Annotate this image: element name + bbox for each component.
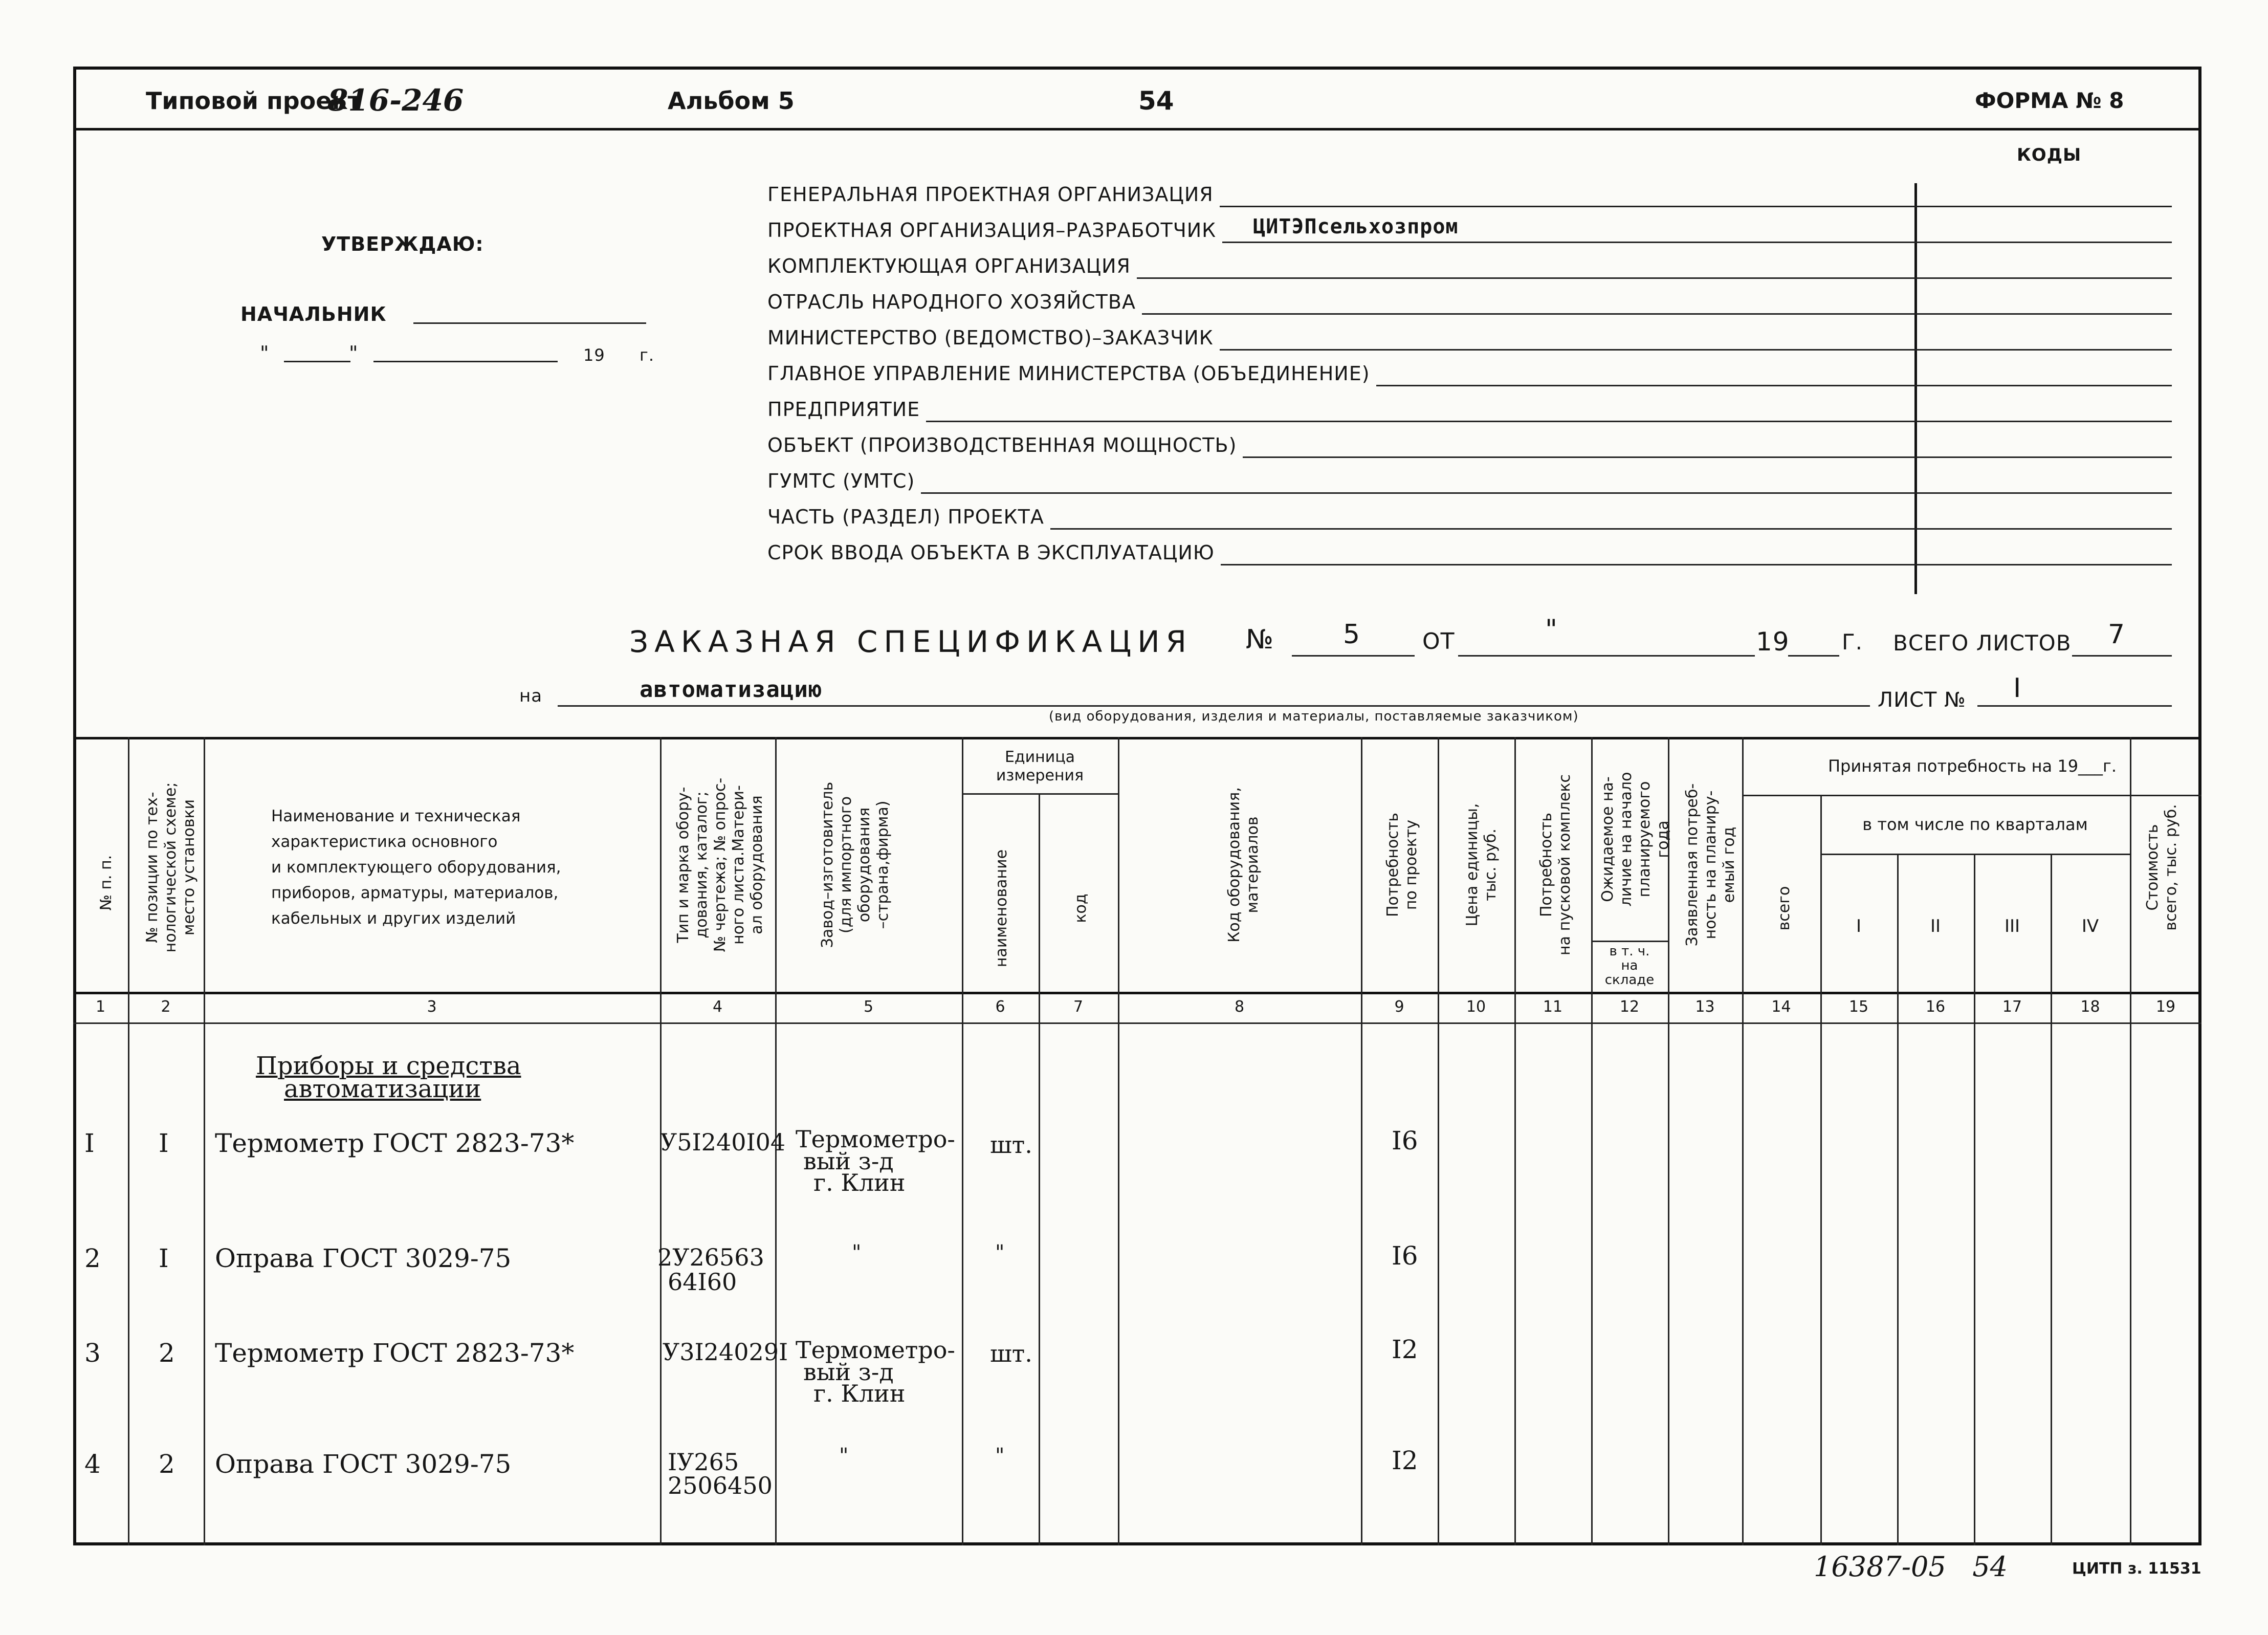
row1-unit: шт. [990, 1131, 1032, 1159]
table-top-border [73, 737, 2201, 739]
org-field-label: ОБЪЕКТ (ПРОИЗВОДСТВЕННАЯ МОЩНОСТЬ) [767, 434, 1237, 456]
org-field-line [1050, 528, 2172, 530]
spec-sheet-number: I [2013, 673, 2022, 704]
column-number: 6 [995, 998, 1005, 1016]
column-number: 19 [2155, 998, 2176, 1016]
row3-position: 2 [159, 1338, 175, 1368]
row1-name: Термометр ГОСТ 2823-73* [215, 1128, 575, 1158]
row2-unit: " [995, 1241, 1005, 1265]
header-unit-code: код [1072, 893, 1090, 923]
row4-position: 2 [159, 1449, 175, 1479]
spec-date-line [1458, 655, 1755, 657]
header-unit-group: Единица измерения [996, 748, 1084, 784]
column-number: 11 [1543, 998, 1563, 1016]
org-field-label: КОМПЛЕКТУЮЩАЯ ОРГАНИЗАЦИЯ [767, 255, 1131, 277]
org-field-line [1222, 242, 2172, 243]
row3-number: 3 [84, 1338, 101, 1368]
project-number: 816-246 [327, 83, 464, 118]
row3-maker-3: г. Клин [813, 1380, 906, 1407]
table-header-bottom [73, 992, 2201, 994]
row1-maker-1: Термометро- [796, 1125, 955, 1153]
project-label: Типовой проект [146, 87, 362, 115]
column-number: 16 [1925, 998, 1946, 1016]
spec-number: 5 [1343, 619, 1361, 650]
footer-handwritten: 16387-05 54 [1814, 1551, 2008, 1583]
spec-title: ЗАКАЗНАЯ СПЕЦИФИКАЦИЯ [629, 624, 1193, 659]
row3-type: У3I24029I [663, 1338, 788, 1366]
spec-total-sheets-label: ВСЕГО ЛИСТОВ [1893, 630, 2072, 656]
row4-maker: " [839, 1444, 849, 1468]
spec-on-label: на [519, 686, 543, 706]
header-total: всего [1775, 886, 1793, 931]
header-start-complex: Потребность на пусковой комплекс [1537, 774, 1574, 955]
header-maker: Завод–изготовитель (для импортного оборудования –страна,фирма) [819, 781, 892, 948]
header-by-quarter: в том числе по кварталам [1862, 815, 2088, 834]
org-field-line [926, 421, 2172, 422]
header-unit-name: наименование [993, 849, 1010, 968]
spec-year-suffix: Г. [1842, 629, 1863, 655]
column-number: 2 [161, 998, 171, 1016]
row3-name: Термометр ГОСТ 2823-73* [215, 1338, 575, 1368]
section-title-line1: Приборы и средства [256, 1052, 521, 1080]
table-numbers-bottom [73, 1022, 2201, 1024]
codes-column-divider [1914, 183, 1917, 594]
header-q3: III [2004, 916, 2020, 936]
table-column-divider [1039, 793, 1040, 1545]
row1-number: I [84, 1128, 95, 1158]
chief-label: НАЧАЛЬНИК [240, 303, 387, 325]
column-number: 5 [863, 998, 874, 1016]
column-number: 1 [95, 998, 106, 1016]
table-column-divider [1897, 854, 1899, 1545]
table-column-divider [1514, 737, 1516, 1545]
table-column-divider [1591, 737, 1593, 1545]
org-field-label: ГЕНЕРАЛЬНАЯ ПРОЕКТНАЯ ОРГАНИЗАЦИЯ [767, 183, 1214, 206]
row2-maker: " [852, 1241, 862, 1265]
column-number: 7 [1073, 998, 1084, 1016]
header-type: Тип и марка обору- дования, каталог; № чертежа; № опрос- ного листа.Матери- ал оборудования [674, 777, 766, 952]
spec-on-line [558, 705, 1870, 707]
org-field-line [1137, 277, 2172, 279]
org-field-line [1220, 349, 2172, 351]
column-number: 18 [2080, 998, 2100, 1016]
row3-maker-2: вый з-д [803, 1358, 894, 1386]
form-number: ФОРМА № 8 [1975, 88, 2124, 113]
column-number: 9 [1394, 998, 1404, 1016]
row3-qty: I2 [1392, 1335, 1418, 1364]
org-field-line [921, 492, 2172, 494]
table-column-divider [1820, 795, 1822, 1545]
column-number: 15 [1848, 998, 1869, 1016]
spec-number-label: № [1246, 624, 1274, 655]
spec-number-line [1292, 655, 1415, 657]
stock-subheader-divider [1591, 941, 1668, 942]
header-declared: Заявленная потреб- ность на планиру- емый год [1683, 783, 1738, 947]
row3-maker-1: Термометро- [796, 1336, 955, 1364]
table-column-divider [2051, 854, 2052, 1545]
org-field-label: ЧАСТЬ (РАЗДЕЛ) ПРОЕКТА [767, 506, 1044, 528]
spec-year-line [1788, 655, 1839, 657]
org-field-label: ПРОЕКТНАЯ ОРГАНИЗАЦИЯ–РАЗРАБОТЧИК [767, 219, 1217, 242]
row4-type-1: IУ265 [668, 1448, 739, 1476]
table-column-divider [1438, 737, 1439, 1545]
header-name-spec: Наименование и техническая характеристика основного и комплектующего оборудования, приборов, арматуры, материалов, кабельных и других изделий [271, 807, 561, 928]
table-column-divider [962, 737, 963, 1545]
row1-maker-2: вый з-д [803, 1147, 894, 1175]
header-divider [73, 128, 2201, 130]
row4-unit: " [995, 1444, 1005, 1468]
row4-qty: I2 [1392, 1446, 1418, 1475]
org-field-label: МИНИСТЕРСТВО (ВЕДОМСТВО)–ЗАКАЗЧИК [767, 326, 1214, 349]
spec-on-value: автоматизацию [640, 677, 823, 703]
footer-stamp: ЦИТП з. 11531 [2072, 1560, 2201, 1578]
org-field-line [1142, 313, 2172, 315]
spec-year-prefix: 19 [1756, 627, 1790, 657]
org-field-label: СРОК ВВОДА ОБЪЕКТА В ЭКСПЛУАТАЦИЮ [767, 541, 1215, 564]
row2-name: Оправа ГОСТ 3029-75 [215, 1244, 512, 1273]
row2-number: 2 [84, 1244, 101, 1273]
column-number: 12 [1619, 998, 1640, 1016]
row2-type-2: 64I60 [668, 1268, 737, 1296]
spec-sheet-label: ЛИСТ № [1878, 688, 1966, 712]
spec-on-caption: (вид оборудования, изделия и материалы, поставляемые заказчиком) [1049, 709, 1579, 724]
album-label: Альбом 5 [668, 87, 795, 115]
org-field-label: ГЛАВНОЕ УПРАВЛЕНИЕ МИНИСТЕРСТВА (ОБЪЕДИНЕНИЕ) [767, 362, 1370, 385]
approval-year-prefix: 19 [583, 345, 605, 365]
header-position: № позиции по тех- нологической схеме; место установки [143, 782, 198, 953]
page-number: 54 [1138, 86, 1174, 116]
row1-type: У5I240I04 [660, 1128, 786, 1156]
header-cost: Стоимость всего, тыс. руб. [2144, 804, 2180, 931]
org-field-value: ЦИТЭПсельхозпром [1253, 215, 1459, 238]
spec-sheet-line [1977, 705, 2172, 707]
header-expected: Ожидаемое на- личие на начало планируемого года [1599, 772, 1672, 907]
column-number: 4 [712, 998, 723, 1016]
row4-type-2: 2506450 [668, 1472, 773, 1499]
row1-maker-3: г. Клин [813, 1169, 906, 1196]
header-pp: № п. п. [97, 855, 115, 911]
chief-signature-line [413, 322, 646, 324]
table-column-divider [1361, 737, 1362, 1545]
row2-type-1: 2У26563 [657, 1244, 764, 1271]
row1-qty: I6 [1392, 1126, 1418, 1156]
approval-year-suffix: г. [640, 345, 654, 365]
org-field-line [1221, 564, 2172, 565]
column-number: 14 [1771, 998, 1791, 1016]
column-number: 8 [1234, 998, 1245, 1016]
approval-quote-close: " [349, 342, 359, 364]
header-equipment-code: Код оборудования, материалов [1225, 787, 1262, 943]
header-q2: II [1930, 916, 1941, 936]
table-column-divider [1118, 737, 1119, 1545]
row2-qty: I6 [1392, 1241, 1418, 1271]
table-column-divider [1974, 854, 1975, 1545]
approval-title: УТВЕРЖДАЮ: [321, 233, 484, 255]
quarter-group-divider [1820, 854, 2130, 855]
section-title-line2: автоматизации [284, 1075, 481, 1103]
table-column-divider [128, 737, 129, 1545]
table-column-divider [2130, 737, 2131, 1545]
column-number: 10 [1466, 998, 1486, 1016]
column-number: 13 [1695, 998, 1715, 1016]
row4-number: 4 [84, 1449, 101, 1479]
header-q1: I [1856, 916, 1862, 936]
row2-position: I [159, 1244, 169, 1273]
row3-unit: шт. [990, 1340, 1032, 1367]
codes-label: КОДЫ [2017, 145, 2082, 165]
org-field-label: ГУМТС (УМТС) [767, 470, 915, 492]
row1-position: I [159, 1128, 169, 1158]
header-in-stock: в т. ч. на складе [1604, 944, 1655, 988]
spec-total-sheets-line [2072, 655, 2172, 657]
org-field-label: ОТРАСЛЬ НАРОДНОГО ХОЗЯЙСТВА [767, 291, 1136, 313]
approval-quote-open: " [260, 342, 270, 364]
header-q4: IV [2081, 916, 2099, 936]
unit-group-divider [962, 793, 1118, 795]
spec-total-sheets: 7 [2108, 619, 2126, 650]
column-number: 17 [2002, 998, 2022, 1016]
header-unit-price: Цена единицы, тыс. руб. [1463, 803, 1500, 927]
spec-date-quote: " [1545, 614, 1558, 645]
org-field-line [1243, 456, 2172, 458]
accepted-group-divider [1742, 795, 2201, 796]
header-project-need: Потребность по проекту [1384, 813, 1420, 918]
header-accepted: Принятая потребность на 19___г. [1827, 756, 2117, 776]
org-field-label: ПРЕДПРИЯТИЕ [767, 398, 920, 421]
table-column-divider [1742, 737, 1744, 1545]
spec-from-label: ОТ [1422, 628, 1455, 655]
approval-day-line [284, 361, 350, 362]
column-number: 3 [427, 998, 437, 1016]
org-field-line [1376, 385, 2172, 386]
approval-month-line [373, 361, 558, 362]
row4-name: Оправа ГОСТ 3029-75 [215, 1449, 512, 1479]
org-field-line [1220, 206, 2172, 207]
table-column-divider [204, 737, 205, 1545]
